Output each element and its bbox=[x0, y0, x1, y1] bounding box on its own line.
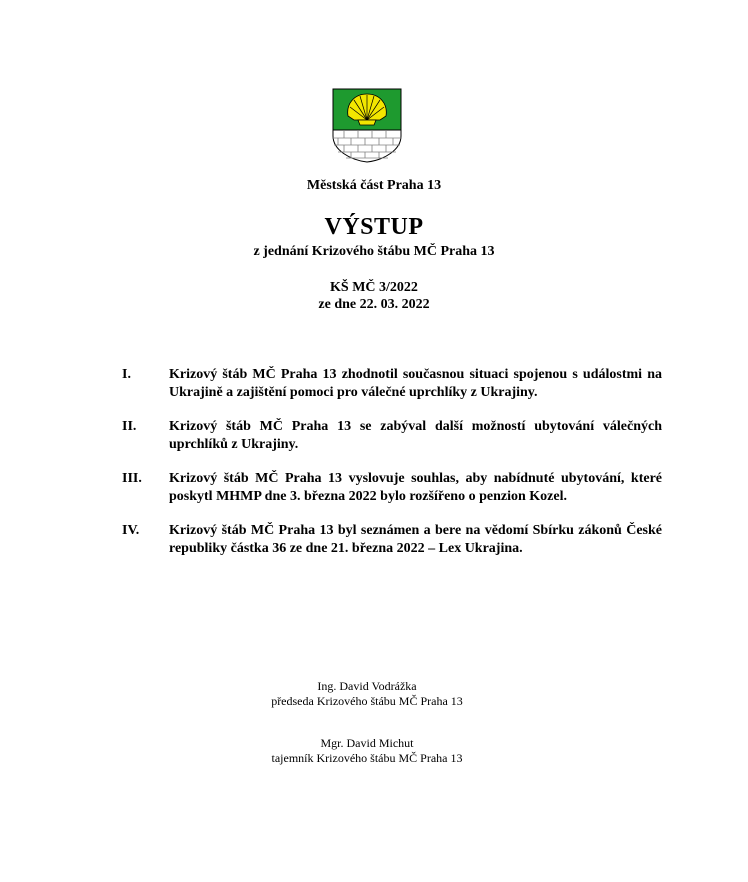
item-text: Krizový štáb MČ Praha 13 zhodnotil současnou situaci spojenou s událostmi na Ukrajině a zajištění pomoci pro válečné uprchlíky z Ukrajiny. bbox=[169, 367, 662, 400]
list-item bbox=[122, 366, 662, 401]
signature-block-secretary bbox=[0, 736, 734, 766]
document-subtitle: z jednání Krizového štábu MČ Praha 13 bbox=[253, 244, 495, 259]
item-text: Krizový štáb MČ Praha 13 byl seznámen a bere na vědomí Sbírku zákonů České republiky částka 36 ze dne 21. března 2022 – Lex Ukrajina. bbox=[169, 523, 662, 556]
item-number: III. bbox=[122, 471, 142, 486]
item-text: Krizový štáb MČ Praha 13 se zabýval další možností ubytování válečných uprchlíků z Ukrajiny. bbox=[169, 419, 662, 452]
document-date: ze dne 22. 03. 2022 bbox=[318, 297, 430, 312]
item-text: Krizový štáb MČ Praha 13 vyslovuje souhlas, aby nabídnuté ubytování, které poskytl MHMP dne 3. března 2022 bylo rozšířeno o penzion Kozel. bbox=[169, 471, 662, 504]
reference-number: KŠ MČ 3/2022 bbox=[330, 280, 418, 295]
document-title: VÝSTUP bbox=[324, 214, 424, 240]
signatory-name: Ing. David Vodrážka bbox=[317, 679, 417, 693]
signatory-role: tajemník Krizového štábu MČ Praha 13 bbox=[271, 751, 463, 765]
list-item bbox=[122, 470, 662, 505]
district-name: Městská část Praha 13 bbox=[306, 178, 442, 193]
item-number: II. bbox=[122, 419, 137, 434]
item-number: IV. bbox=[122, 523, 140, 538]
municipal-coat-of-arms-icon bbox=[332, 88, 402, 163]
list-item bbox=[122, 522, 662, 557]
item-number: I. bbox=[122, 367, 131, 382]
signatory-role: předseda Krizového štábu MČ Praha 13 bbox=[271, 694, 463, 708]
signatory-name: Mgr. David Michut bbox=[320, 736, 414, 750]
list-item bbox=[122, 418, 662, 453]
signature-block-chair bbox=[0, 679, 734, 709]
resolution-list bbox=[122, 366, 662, 574]
